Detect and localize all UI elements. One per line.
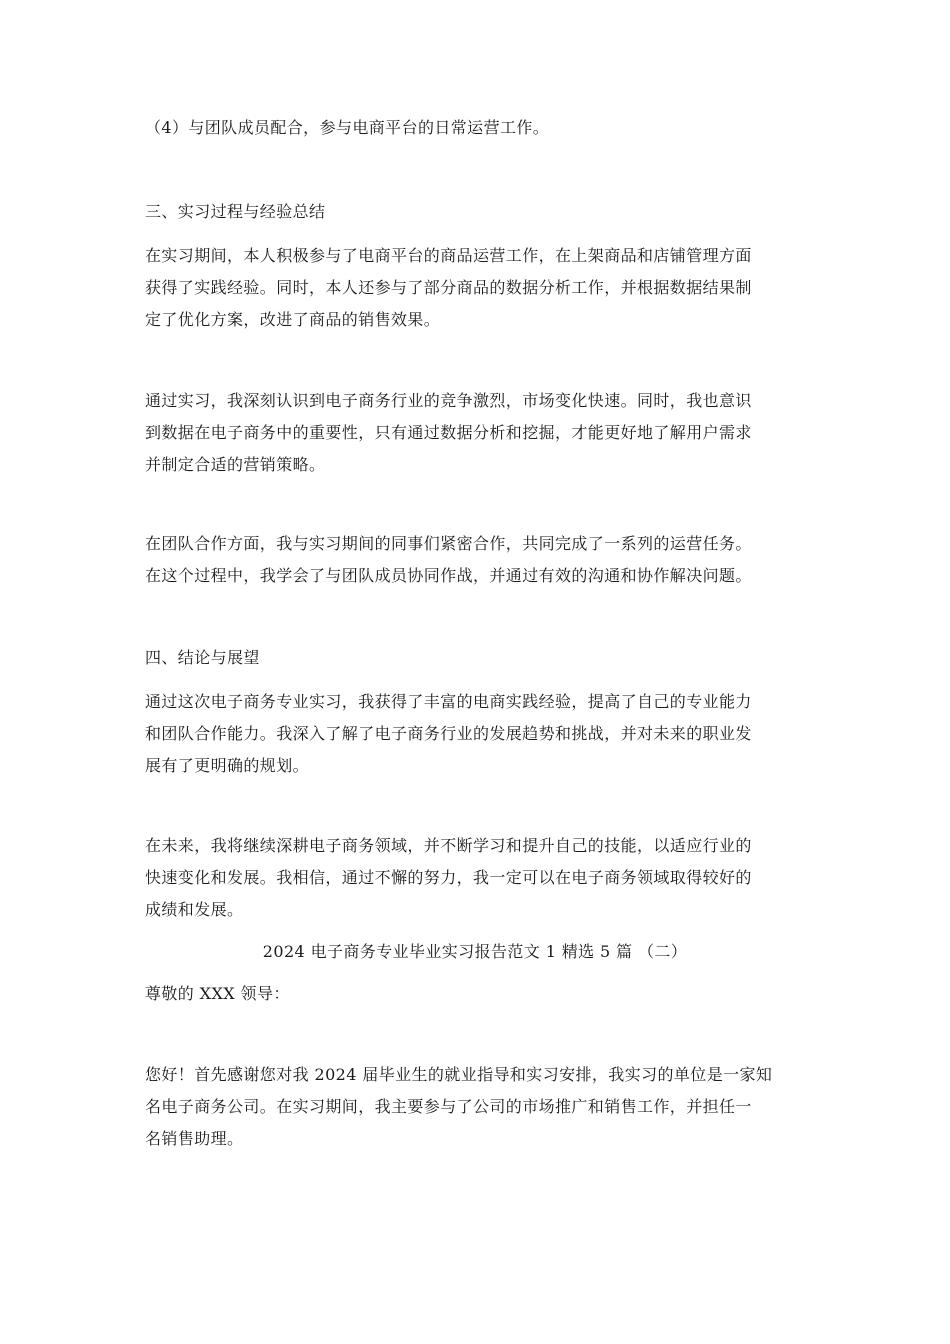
salutation: 尊敬的 XXX 领导： [145, 984, 290, 1003]
paragraph-line: 名销售助理。 [145, 1129, 244, 1148]
paragraph-line: 通过实习，我深刻认识到电子商务行业的竞争激烈，市场变化快速。同时，我也意识 [145, 391, 752, 410]
paragraph-line: 和团队合作能力。我深入了解了电子商务行业的发展趋势和挑战，并对未来的职业发 [145, 724, 752, 743]
paragraph-line: 定了优化方案，改进了商品的销售效果。 [145, 310, 441, 329]
paragraph-line: 在这个过程中，我学会了与团队成员协同作战，并通过有效的沟通和协作解决问题。 [145, 566, 752, 585]
list-item-4: （4）与团队成员配合，参与电商平台的日常运营工作。 [145, 118, 550, 137]
paragraph-line: 成绩和发展。 [145, 900, 244, 919]
paragraph-line: 展有了更明确的规划。 [145, 756, 310, 775]
paragraph-line: 通过这次电子商务专业实习，我获得了丰富的电商实践经验，提高了自己的专业能力 [145, 692, 752, 711]
paragraph-line: 获得了实践经验。同时，本人还参与了部分商品的数据分析工作，并根据数据结果制 [145, 278, 752, 297]
paragraph-line: 快速变化和发展。我相信，通过不懈的努力，我一定可以在电子商务领域取得较好的 [145, 868, 752, 887]
section-heading-3: 三、实习过程与经验总结 [145, 202, 326, 221]
paragraph-line: 到数据在电子商务中的重要性，只有通过数据分析和挖掘，才能更好地了解用户需求 [145, 423, 752, 442]
paragraph-line: 您好！首先感谢您对我 2024 届毕业生的就业指导和实习安排，我实习的单位是一家知 [145, 1065, 773, 1084]
paragraph-line: 在未来，我将继续深耕电子商务领域，并不断学习和提升自己的技能，以适应行业的 [145, 836, 752, 855]
section-heading-4: 四、结论与展望 [145, 648, 260, 667]
paragraph-line: 并制定合适的营销策略。 [145, 455, 326, 474]
part-two-title: 2024 电子商务专业毕业实习报告范文 1 精选 5 篇 （二） [262, 942, 688, 961]
paragraph-line: 在团队合作方面，我与实习期间的同事们紧密合作，共同完成了一系列的运营任务。 [145, 534, 752, 553]
paragraph-line: 名电子商务公司。在实习期间，我主要参与了公司的市场推广和销售工作，并担任一 [145, 1097, 752, 1116]
paragraph-line: 在实习期间，本人积极参与了电商平台的商品运营工作，在上架商品和店铺管理方面 [145, 246, 752, 265]
